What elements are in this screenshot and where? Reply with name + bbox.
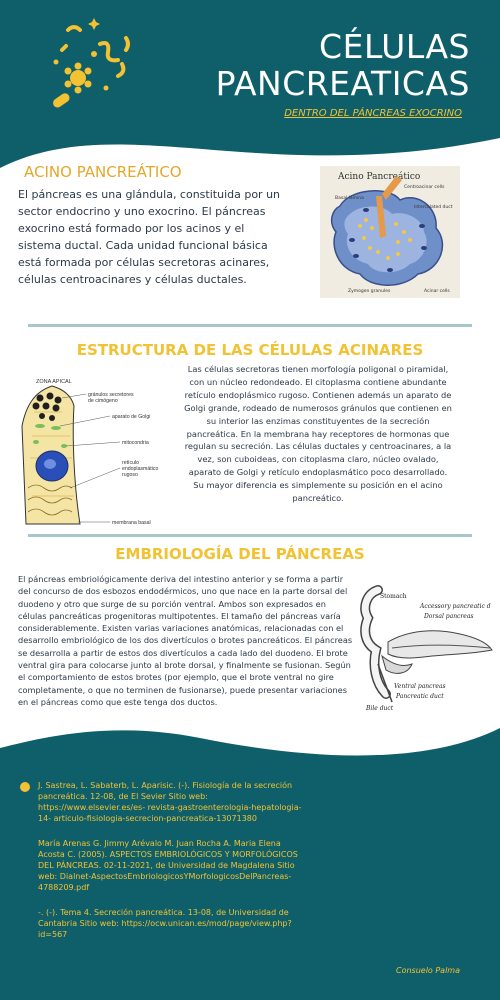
- section-text-embriologia: El páncreas embriológicamente deriva del intestino anterior y se forma a partir del concurso de dos esbozos endodérmicos, uno que nace en la parte dorsal del duodeno y otro que surge de su porción ventral. Ambos son expresados en células pancreáticas progenitoras multipotentes. El tamaño del páncreas varía considerablemente. Existen varias variaciones anatómicas, relacionadas con el desarrollo embriológico de los dos divertículos o brotes pancreáticos. El páncreas se desarrolla a partir de estos dos divertículos a cada lado del duodeno. El brote ventral gira para colocarse junto al brote dorsal, y finalmente se fusionan. Según el comportamiento de estos brotes (por ejemplo, que el brote ventral no gire completamente, o que no terminen de fusionarse), puede presentar variaciones en el páncreas como que este tenga dos ductos.: [18, 574, 353, 707]
- page-subtitle-link[interactable]: DENTRO DEL PÁNCREAS EXOCRINO: [284, 108, 462, 119]
- label-acinar: Acinar cells: [424, 289, 450, 294]
- label-centroacinar: Centroacinar cells: [404, 185, 445, 190]
- microbe-logo-icon: [48, 16, 140, 108]
- label-bile-duct: Bile duct: [366, 705, 394, 712]
- section-divider: [28, 324, 472, 327]
- section-heading-embriologia: EMBRIOLOGÍA DEL PÁNCREAS: [115, 545, 365, 563]
- label-mitocondria: mitocondria: [122, 440, 149, 446]
- label-zymogen: Zymogen granules: [348, 289, 391, 294]
- label-basal-lamina: Basal lamina: [335, 196, 364, 201]
- label-pancreatic-duct: Pancreatic duct: [396, 693, 444, 700]
- section-divider: [28, 534, 472, 537]
- section-text-estructura: Las células secretoras tienen morfología poligonal o piramidal, con un núcleo redondeado. El citoplasma contiene abundante retículo endoplásmico rugoso. Contienen además un aparato de Golgi grande, rodeado de numerosos gránulos que contienen en su interior las enzimas constituyentes de la secreción pancreática. En la membrana hay receptores de hormonas que regulan su secreción. Las células ductales y centroacinares, a la vez, son cuboideas, con citoplasma claro, núcleo ovalado, aparato de Golgi y retículo endoplasmático poco desarrollado. Su mayor diferencia es simplemente su posición en el acino pancreático.: [184, 364, 452, 504]
- references-list: [38, 780, 308, 954]
- reference-bullet-icon: [20, 782, 30, 792]
- label-stomach: Stomach: [380, 593, 407, 600]
- reference-item: J. Sastrea, L. Sabaterb, L. Aparisic. (-). Fisiología de la secreción pancreática. 12-08, de El Sevier Sitio web: https://www.elsevier.es/es- revista-gastroenterologia-hepatologia-14- articulo-fisiologia-secrecion-pancreatica-13071380: [38, 781, 302, 823]
- section-text-acino: El páncreas es una glándula, constituida por un sector endocrino y uno exocrino. El páncreas exocrino está formado por los acinos y el sistema ductal. Cada unidad funcional básica está formada por células secretoras acinares, células centroacinares y células ductales.: [18, 188, 281, 286]
- page-title-line-2: PANCREATICAS: [215, 64, 470, 103]
- label-zona-apical: ZONA APICAL: [36, 379, 72, 385]
- acinar-cell-diagram-image: [12, 376, 164, 528]
- label-reticulo: retículo endoplasmático rugoso: [122, 460, 159, 478]
- label-dorsal: Dorsal pancreas: [424, 613, 474, 620]
- page-title-line-1: CÉLULAS: [319, 27, 470, 66]
- label-granulos: gránulos secretores de cimógeno: [88, 392, 134, 404]
- acino-figure-title: Acino Pancreático: [338, 172, 421, 182]
- acino-diagram-image: [320, 166, 460, 298]
- label-intercalated: Intercalated duct: [414, 205, 453, 210]
- reference-item: -. (-). Tema 4. Secreción pancreática. 13-08, de Universidad de Cantabria Sitio web: https://ocw.unican.es/mod/page/view.php?id=567: [38, 908, 292, 939]
- embryology-diagram-image: [352, 584, 498, 714]
- author-name: Consuelo Palma: [395, 966, 460, 975]
- label-golgi: aparato de Golgi: [112, 414, 151, 420]
- section-heading-acino: ACINO PANCREÁTICO: [24, 163, 182, 181]
- label-membrana: membrana basal: [112, 520, 151, 526]
- label-accessory: Accessory pancreatic d: [420, 603, 491, 610]
- reference-item: María Arenas G. Jimmy Arévalo M. Juan Rocha A. Maria Elena Acosta C. (2005). ASPECTOS EMBRIOLÓGICOS Y MORFOLÓGICOS DEL PÁNCREAS. 02-11-2021, de Universidad de Magdalena Sitio web: Dialnet-AspectosEmbriologicosYMorfologicosDelPancreas-4788209.pdf: [38, 839, 298, 892]
- label-ventral: Ventral pancreas: [394, 683, 446, 690]
- section-heading-estructura: ESTRUCTURA DE LAS CÉLULAS ACINARES: [76, 341, 424, 359]
